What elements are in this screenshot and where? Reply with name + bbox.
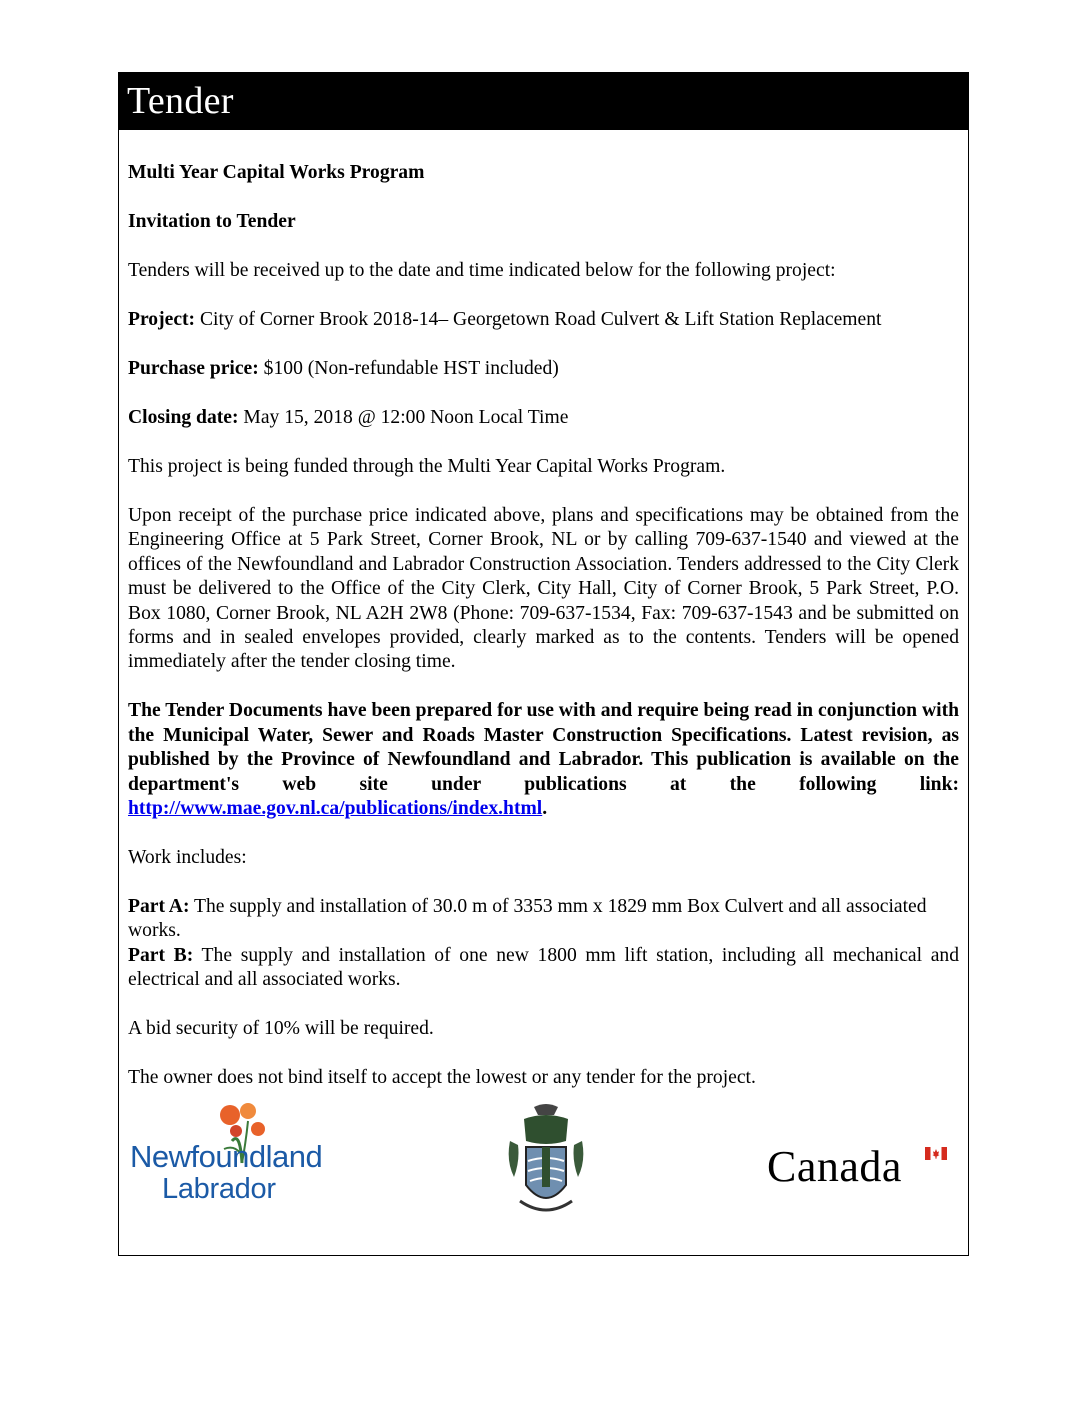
nl-logo-line1: Newfoundland — [130, 1139, 323, 1174]
documents-end: . — [542, 798, 548, 820]
documents-paragraph — [128, 699, 959, 821]
program-heading: Multi Year Capital Works Program — [128, 162, 425, 183]
canada-wordmark — [767, 1143, 957, 1191]
part-b-label: Part B: — [128, 944, 194, 966]
project-label: Project: — [128, 309, 196, 330]
part-b — [128, 944, 959, 993]
owner-statement: The owner does not bind itself to accept the lowest or any tender for the project. — [128, 1067, 756, 1089]
bid-security: A bid security of 10% will be required. — [128, 1018, 434, 1040]
price-value: $100 (Non-refundable HST included) — [258, 358, 559, 379]
city-crest-icon — [504, 1101, 588, 1223]
invitation-heading: Invitation to Tender — [128, 211, 296, 232]
part-b-text: The supply and installation of one new 1800 mm lift station, including all mechanical and electrical and all associated works. — [128, 944, 959, 991]
tender-notice-frame — [118, 72, 969, 1256]
newfoundland-labrador-logo — [130, 1101, 330, 1211]
part-a — [128, 895, 959, 944]
project-line — [128, 308, 959, 332]
part-a-text: The supply and installation of 30.0 m of 3353 mm x 1829 mm Box Culvert and all associated works. — [128, 896, 927, 942]
funding-text: This project is being funded through the Multi Year Capital Works Program. — [128, 456, 726, 477]
banner-title: Tender — [127, 80, 234, 122]
price-line — [128, 357, 959, 381]
canada-flag-icon — [925, 1147, 947, 1160]
logo-row — [119, 1101, 968, 1221]
notice-content — [128, 161, 959, 1115]
nl-logo-line2: Labrador — [162, 1173, 276, 1205]
work-includes: Work includes: — [128, 847, 247, 869]
closing-line — [128, 406, 959, 430]
project-value: City of Corner Brook 2018-14– Georgetown Road Culvert & Lift Station Replacement — [195, 309, 882, 330]
price-label: Purchase price: — [128, 358, 259, 379]
tender-banner — [119, 73, 968, 130]
receipt-paragraph: Upon receipt of the purchase price indicated above, plans and specifications may be obtained from the Engineering Office at 5 Park Street, Corner Brook, NL or by calling 709-637-1540 and viewed at the offices of the Newfoundland and Labrador Construction Association. Tenders addressed to the City Clerk must be delivered to the Office of the City Clerk, City Hall, City of Corner Brook, 5 Park Street, P.O. Box 1080, Corner Brook, NL A2H 2W8 (Phone: 709-637-1534, Fax: 709-637-1543 and be submitted on forms and in sealed envelopes provided, clearly marked as to the contents. Tenders will be opened immediately after the tender closing time. — [128, 505, 959, 673]
closing-value: May 15, 2018 @ 12:00 Noon Local Time — [238, 407, 569, 428]
publications-link[interactable]: http://www.mae.gov.nl.ca/publications/index.html — [128, 798, 543, 820]
part-a-label: Part A: — [128, 896, 190, 918]
intro-text: Tenders will be received up to the date and time indicated below for the following project: — [128, 260, 836, 281]
closing-label: Closing date: — [128, 407, 239, 428]
documents-text: The Tender Documents have been prepared for use with and require being read in conjunction with the Municipal Water, Sewer and Roads Master Construction Specifications. Latest revision, as published by the Province of Newfoundland and Labrador. This publication is available on the department's web site under publications at the following link: — [128, 700, 959, 795]
canada-wordmark-text: Canada — [767, 1142, 902, 1191]
